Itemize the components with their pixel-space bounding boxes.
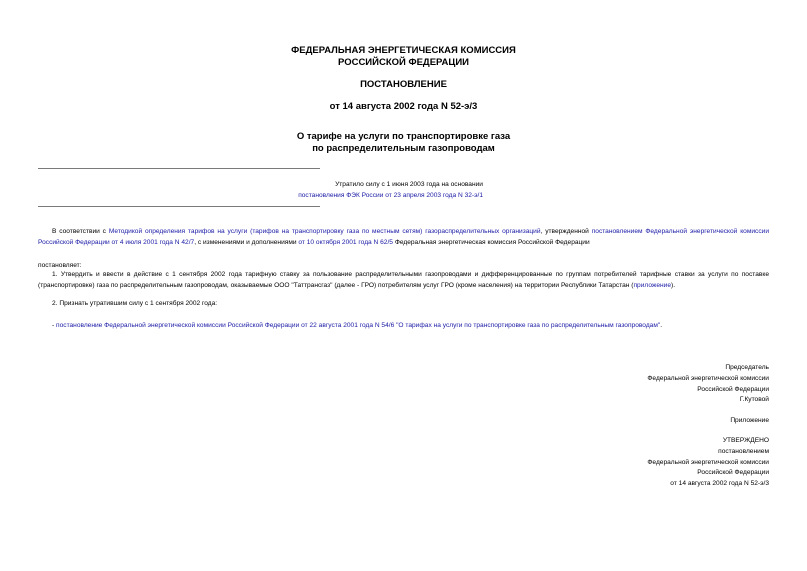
methodology-link[interactable]: Методикой определения тарифов на услуги (тарифов на транспортировку газа по местным сетям) газораспределительных организаций: [108, 228, 541, 235]
status-link[interactable]: постановления ФЭК России от 23 апреля 2003 года N 32-э/1: [298, 192, 483, 199]
resolves-label: постановляет:: [38, 262, 82, 269]
doc-title-line2: по распределительным газопроводам: [312, 143, 495, 154]
approved-by-line4: от 14 августа 2002 года N 52-э/3: [670, 480, 769, 487]
item-2-text: 2. Признать утратившим силу с 1 сентября 2002 года:: [52, 300, 218, 307]
item-1-end: ).: [671, 281, 676, 289]
doc-type: ПОСТАНОВЛЕНИЕ: [360, 79, 447, 90]
preamble-text-4: Федеральная энергетическая комиссия Российской Федерации: [392, 238, 590, 246]
approved-by-line2: Федеральной энергетической комиссии: [647, 459, 769, 466]
approved-by-line1: постановлением: [718, 448, 769, 455]
item-1-paragraph: [38, 270, 769, 291]
item-1-text: 1. Утвердить и ввести в действие с 1 сентября 2002 года тарифную ставку за пользование распределительными газопроводами и дифференцированные по группам потребителей тарифные ставки за услуги по поставке (транспортировке) газа по распределительным газопроводам, оказываемые ООО "Таттрансгаз" (далее - ГРО) потребителям услуг ГРО (кроме населения) на территории Республики Татарстан (: [38, 271, 769, 289]
repealed-resolution-link[interactable]: постановление Федеральной энергетической комиссии Российской Федерации от 22 августа 2001 года N 54/6 "О тарифах на услуги по транспортировке газа по распределительным газопроводам": [56, 322, 661, 329]
repealed-item: [52, 321, 662, 331]
repealed-end: .: [660, 322, 663, 329]
doc-title-line1: О тарифе на услуги по транспортировке газа: [296, 131, 511, 142]
amendment-62-5-link[interactable]: от 10 октября 2001 года N 62/5: [298, 238, 393, 246]
preamble-paragraph: [38, 227, 769, 248]
org-name-line2: РОССИЙСКОЙ ФЕДЕРАЦИИ: [337, 57, 469, 68]
appendix-link[interactable]: приложение: [633, 281, 671, 289]
doc-date-number: от 14 августа 2002 года N 52-э/3: [329, 101, 478, 112]
appendix-label: Приложение: [730, 417, 769, 424]
status-text: Утратило силу с 1 июня 2003 года на основании: [335, 181, 483, 188]
approved-by-line3: Российской Федерации: [697, 469, 769, 476]
org-name-line1: ФЕДЕРАЛЬНАЯ ЭНЕРГЕТИЧЕСКАЯ КОМИССИЯ: [291, 45, 516, 56]
divider-top: [38, 168, 320, 169]
repealed-dash: -: [52, 322, 57, 329]
resolution-42-7-link[interactable]: постановлением Федеральной энергетической комиссии Российской Федерации от 4 июля 2001 года N 42/7: [38, 228, 770, 246]
preamble-text-1: В соответствии с: [52, 228, 109, 235]
divider-bottom: [38, 206, 320, 207]
signature-country: Российской Федерации: [697, 386, 769, 393]
preamble-text-3: , с изменениями и дополнениями: [194, 238, 299, 246]
preamble-text-2: , утвержденной: [540, 228, 592, 235]
signature-name: Г.Кутовой: [739, 396, 769, 403]
approved-label: УТВЕРЖДЕНО: [722, 437, 769, 444]
signature-org: Федеральной энергетической комиссии: [647, 375, 769, 382]
signature-position: Председатель: [725, 364, 769, 371]
